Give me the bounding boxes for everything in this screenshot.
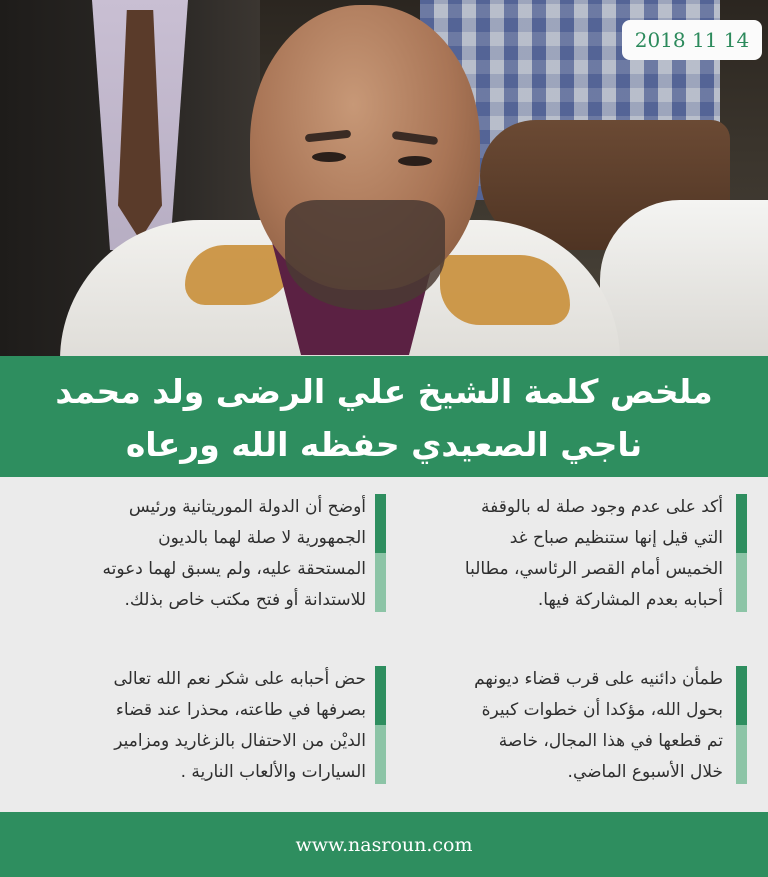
accent-bar xyxy=(736,494,747,612)
text-line: أكد على عدم وجود صلة له بالوقفة xyxy=(481,497,723,517)
text-line: أحبابه بعدم المشاركة فيها. xyxy=(537,590,723,610)
text-line: المستحقة عليه، ولم يسبق لهما دعوته xyxy=(102,559,366,579)
text-line: الجمهورية لا صلة لهما بالديون xyxy=(158,528,366,548)
summary-block-2 xyxy=(18,492,366,616)
text-line: للاستدانة أو فتح مكتب خاص بذلك. xyxy=(124,590,366,610)
text-line: طمأن دائنيه على قرب قضاء ديونهم xyxy=(474,669,723,689)
summary-block-4 xyxy=(18,664,366,788)
accent-bar xyxy=(375,666,386,784)
text-line: الديْن من الاحتفال بالزغاريد ومزامير xyxy=(114,731,366,751)
accent-bar xyxy=(736,666,747,784)
text-line: تم قطعها في هذا المجال، خاصة xyxy=(498,731,723,751)
text-line: حض أحبابه على شكر نعم الله تعالى xyxy=(113,669,366,689)
footer-url: www.nasroun.com xyxy=(0,812,768,877)
text-line: الخميس أمام القصر الرئاسي، مطالبا xyxy=(464,559,723,579)
text-line: بحول الله، مؤكدا أن خطوات كبيرة xyxy=(481,700,723,720)
text-line: السيارات والألعاب النارية . xyxy=(180,762,366,782)
page-title-line-1: ملخص كلمة الشيخ علي الرضى ولد محمد xyxy=(55,372,713,411)
date-badge: 2018 11 14 xyxy=(622,20,762,60)
text-line: بصرفها في طاعته، محذرا عند قضاء xyxy=(115,700,366,720)
page-title-line-2: ناجي الصعيدي حفظه الله ورعاه xyxy=(125,425,643,464)
accent-bar xyxy=(375,494,386,612)
summary-block-3 xyxy=(403,664,723,788)
text-line: التي قيل إنها ستنظيم صباح غد xyxy=(509,528,723,548)
text-line: خلال الأسبوع الماضي. xyxy=(567,762,723,782)
text-line: أوضح أن الدولة الموريتانية ورئيس xyxy=(128,497,366,517)
summary-block-1 xyxy=(403,492,723,616)
